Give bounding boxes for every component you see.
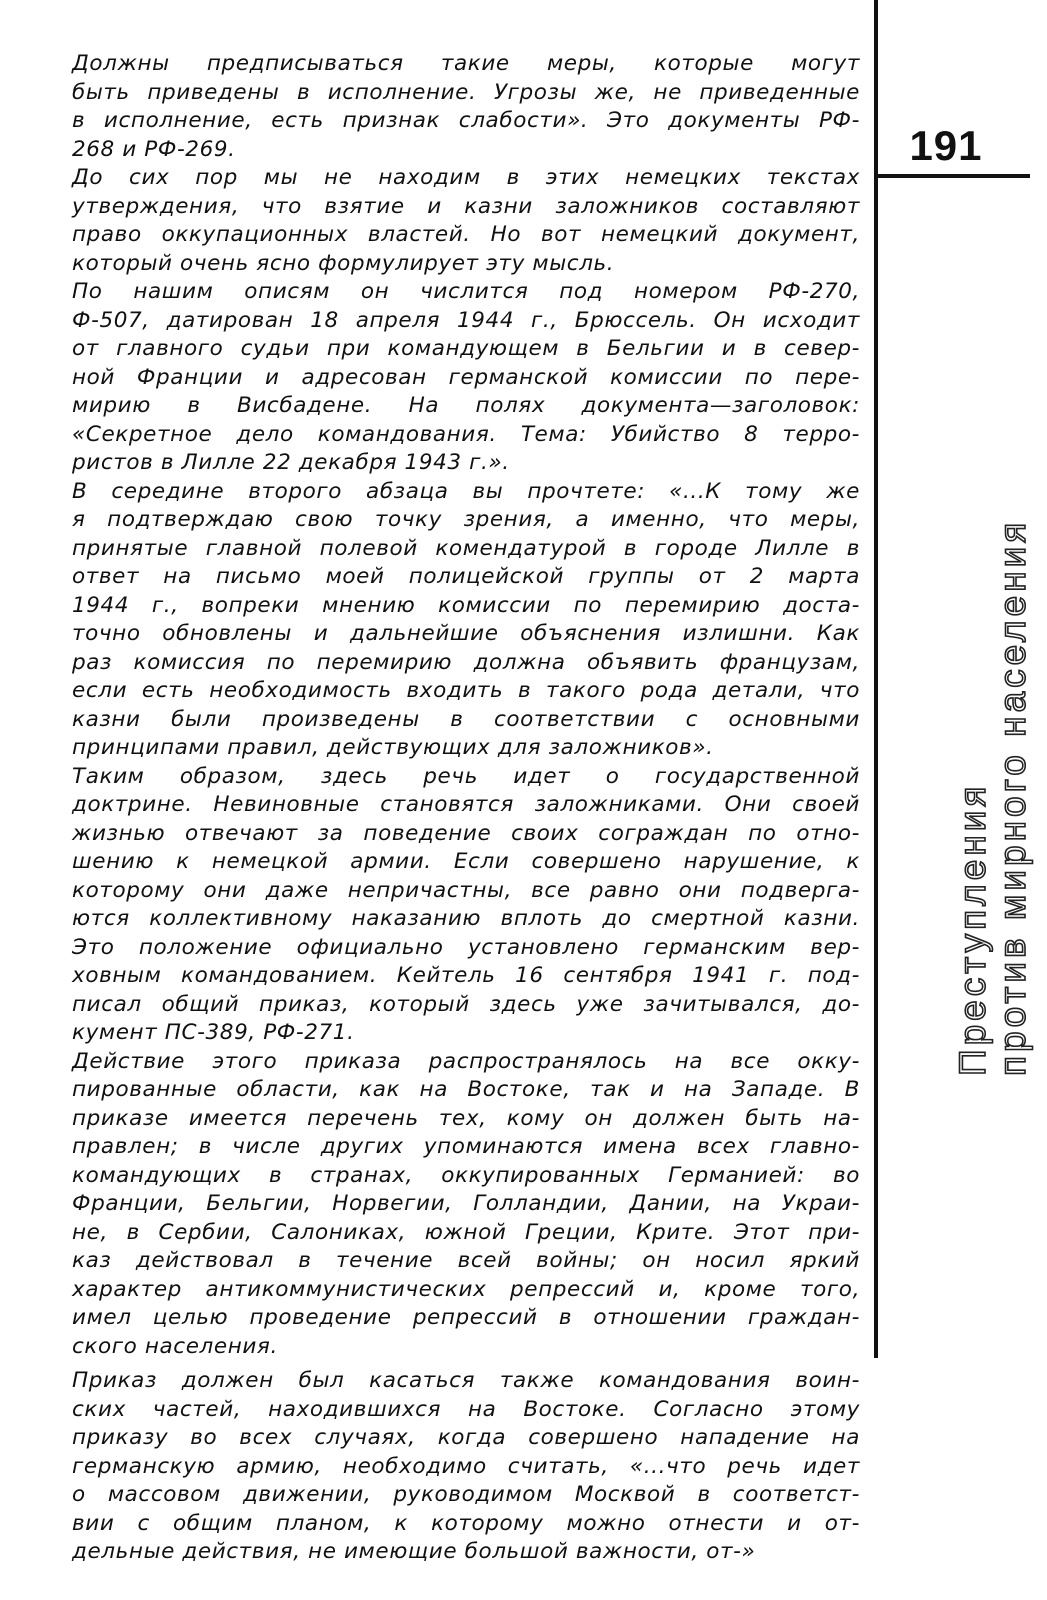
text-line: Должны предписываться такие меры, которые могут [72, 51, 860, 76]
text-line: характер антикоммунистических репрессий и, кроме того, [72, 1276, 860, 1302]
text-line: казни были произведены в соответствии с основными [72, 706, 860, 732]
text-line: кумент ПС-389, РФ-271. [72, 1020, 355, 1045]
text-line: шению к немецкой армии. Если совершено нарушение, к [72, 849, 860, 874]
paragraph [72, 1367, 860, 1567]
text-line: ских частей, находившихся на Востоке. Согласно этому [72, 1396, 860, 1422]
text-line: я подтверждаю свою точку зрения, а именно, что меры, [72, 507, 860, 532]
text-line: До сих пор мы не находим в этих немецких текстах [72, 165, 860, 190]
text-line: правлен; в числе других упоминаются имена всех главно- [72, 1134, 860, 1159]
text-line: в исполнение, есть признак слабости». Это документы РФ- [72, 108, 860, 133]
horizontal-rule [876, 174, 1030, 178]
text-line: дельные действия, не имеющие большой важности, от-» [72, 1539, 756, 1564]
running-title-line-2: против мирного населения [992, 518, 1033, 1076]
text-line: Действие этого приказа распространялось на все окку- [72, 1048, 860, 1074]
text-line: право оккупационных властей. Но вот немецкий документ, [72, 222, 860, 247]
text-line: писал общий приказ, который здесь уже зачитывался, до- [72, 991, 860, 1017]
text-line: Это положение официально установлено германским вер- [72, 934, 860, 960]
text-line: которому они даже непричастны, все равно они подверга- [72, 877, 860, 903]
text-line: командующих в странах, оккупированных Германией: во [72, 1162, 860, 1188]
text-line: имел целью проведение репрессий в отношении граждан- [72, 1305, 860, 1330]
text-line: ховным командованием. Кейтель 16 сентября 1941 г. под- [72, 963, 860, 988]
running-title [953, 216, 1033, 1076]
text-line: «Секретное дело командования. Тема: Убийство 8 терро- [72, 421, 860, 447]
body-text [72, 50, 860, 1567]
text-line: точно обновлены и дальнейшие объяснения излишни. Как [72, 621, 860, 646]
text-line: ответ на письмо моей полицейской группы от 2 марта [72, 564, 860, 589]
text-line: жизнью отвечают за поведение своих сограждан по отно- [72, 820, 860, 846]
text-line: доктрине. Невиновные становятся заложниками. Они своей [72, 792, 860, 817]
text-line: Таким образом, здесь речь идет о государственной [72, 763, 860, 789]
paragraph [72, 164, 860, 278]
running-title-line-1: Преступления [952, 782, 993, 1076]
text-line: мирию в Висбадене. На полях документа—заголовок: [72, 393, 860, 418]
paragraph [72, 478, 860, 763]
text-line: ются коллективному наказанию вплоть до смертной казни. [72, 906, 860, 931]
text-line: Ф-507, датирован 18 апреля 1944 г., Брюссель. Он исходит [72, 307, 860, 333]
text-line: принципами правил, действующих для заложников». [72, 735, 714, 760]
text-line: ского населения. [72, 1333, 278, 1359]
text-line: ной Франции и адресован германской комиссии по пере- [72, 364, 860, 390]
text-line: 1944 г., вопреки мнению комиссии по перемирию доста- [72, 592, 860, 618]
text-line: пированные области, как на Востоке, так и на Западе. В [72, 1077, 860, 1102]
text-line: германскую армию, необходимо считать, «...что речь идет [72, 1453, 860, 1479]
text-line: который очень ясно формулирует эту мысль. [72, 250, 615, 276]
paragraph [72, 1048, 860, 1362]
text-line: приказу во всех случаях, когда совершено нападение на [72, 1425, 860, 1450]
paragraph [72, 278, 860, 478]
text-line: Франции, Бельгии, Норвегии, Голландии, Дании, на Украи- [72, 1191, 860, 1216]
text-line: если есть необходимость входить в такого рода детали, что [72, 678, 860, 703]
text-line: о массовом движении, руководимом Москвой в соответст- [72, 1482, 860, 1507]
text-line: Приказ должен был касаться также командования воин- [72, 1368, 860, 1393]
text-line: раз комиссия по перемирию должна объявить французам, [72, 649, 860, 675]
text-line: утверждения, что взятие и казни заложников составляют [72, 193, 860, 219]
text-line: каз действовал в течение всей войны; он носил яркий [72, 1248, 860, 1273]
paragraph [72, 763, 860, 1048]
text-line: В середине второго абзаца вы прочтете: «...К тому же [72, 478, 860, 504]
text-line: По нашим описям он числится под номером РФ-270, [72, 279, 860, 304]
text-line: принятые главной полевой комендатурой в городе Лилле в [72, 535, 860, 561]
text-line: быть приведены в исполнение. Угрозы же, не приведенные [72, 79, 860, 105]
text-line: ристов в Лилле 22 декабря 1943 г.». [72, 450, 510, 475]
text-line: не, в Сербии, Салониках, южной Греции, Крите. Этот при- [72, 1219, 860, 1245]
text-line: вии с общим планом, к которому можно отнести и от- [72, 1510, 860, 1536]
text-line: приказе имеется перечень тех, кому он должен быть на- [72, 1105, 860, 1131]
text-line: 268 и РФ-269. [72, 136, 236, 162]
vertical-rule [874, 0, 878, 1358]
paragraph [72, 50, 860, 164]
page-number: 191 [909, 122, 983, 169]
text-line: от главного судьи при командующем в Бельгии и в север- [72, 336, 860, 361]
